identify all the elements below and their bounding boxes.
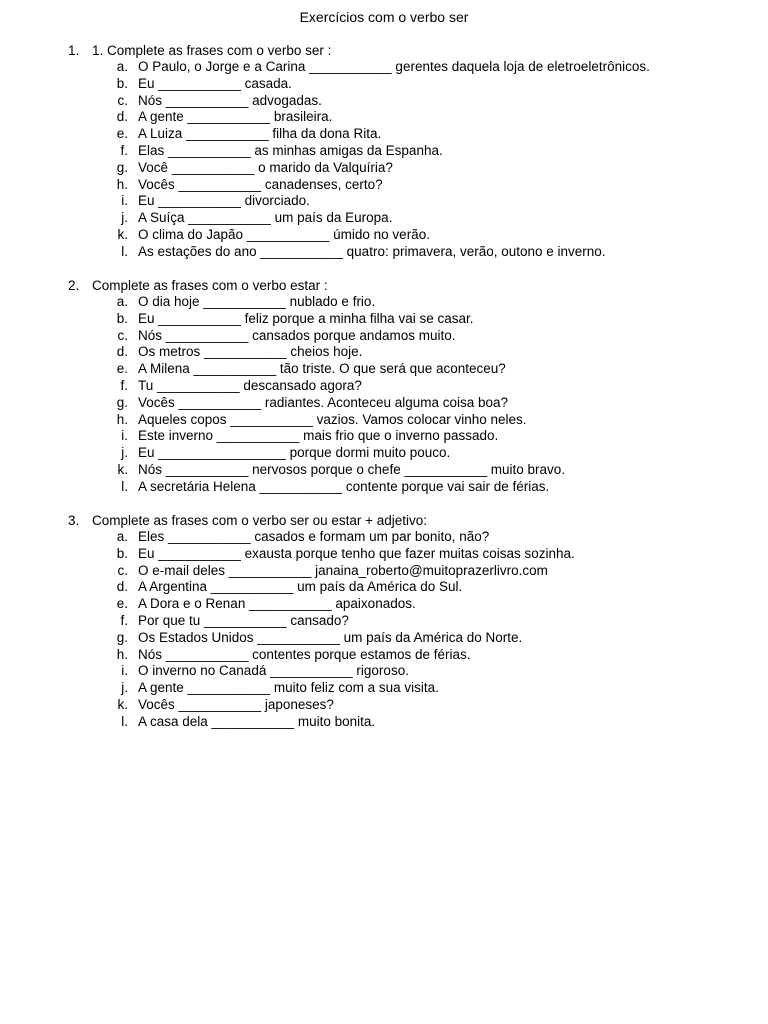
exercise-item: [0, 563, 768, 580]
exercise-list: [0, 59, 768, 261]
item-letter: h.: [116, 646, 128, 662]
item-sentence: A secretária Helena ___________ contente porque vai sair de férias.: [138, 478, 550, 494]
exercise-item: [0, 311, 768, 328]
item-letter: k.: [117, 226, 128, 242]
item-letter: e.: [116, 596, 128, 612]
item-letter: e.: [116, 361, 128, 377]
exercise-item: [0, 328, 768, 345]
item-letter: l.: [121, 713, 128, 729]
section-heading: [0, 277, 768, 294]
item-sentence: Nós ___________ advogadas.: [138, 92, 322, 108]
exercise-section-1: [0, 42, 768, 261]
exercise-item: [0, 177, 768, 194]
item-letter: h.: [116, 411, 128, 427]
exercise-item: [0, 663, 768, 680]
exercise-item: [0, 579, 768, 596]
section-heading: [0, 42, 768, 59]
exercise-item: [0, 412, 768, 429]
item-sentence: Vocês ___________ radiantes. Aconteceu alguma coisa boa?: [138, 394, 509, 410]
item-sentence: Aqueles copos ___________ vazios. Vamos colocar vinho neles.: [138, 411, 527, 427]
exercise-item: [0, 109, 768, 126]
section-instruction: 1. Complete as frases com o verbo ser :: [92, 43, 332, 58]
exercise-item: [0, 529, 768, 546]
exercise-item: [0, 294, 768, 311]
exercise-item: [0, 714, 768, 731]
exercise-item: [0, 143, 768, 160]
exercise-item: [0, 697, 768, 714]
item-sentence: Elas ___________ as minhas amigas da Espanha.: [138, 142, 443, 158]
item-letter: j.: [121, 210, 128, 226]
item-sentence: Eu ___________ feliz porque a minha filha vai se casar.: [138, 310, 474, 326]
item-sentence: O dia hoje ___________ nublado e frio.: [138, 294, 376, 309]
exercise-list: [0, 294, 768, 496]
exercise-item: [0, 59, 768, 76]
item-letter: e.: [116, 126, 128, 142]
exercise-item: [0, 596, 768, 613]
exercise-item: [0, 546, 768, 563]
exercise-item: [0, 428, 768, 445]
item-letter: i.: [121, 193, 128, 209]
item-sentence: A casa dela ___________ muito bonita.: [138, 713, 376, 729]
item-letter: c.: [117, 92, 128, 108]
section-number: 2.: [68, 278, 80, 293]
item-sentence: A Milena ___________ tão triste. O que será que aconteceu?: [138, 361, 506, 377]
exercise-item: [0, 244, 768, 261]
item-letter: d.: [116, 109, 128, 125]
item-letter: a.: [116, 59, 128, 74]
item-letter: b.: [116, 545, 128, 561]
item-sentence: Você ___________ o marido da Valquíria?: [138, 159, 393, 175]
exercise-item: [0, 93, 768, 110]
item-sentence: A Luiza ___________ filha da dona Rita.: [138, 126, 382, 142]
item-letter: d.: [116, 344, 128, 360]
section-instruction: Complete as frases com o verbo ser ou estar + adjetivo:: [92, 513, 428, 528]
item-sentence: Por que tu ___________ cansado?: [138, 612, 349, 628]
exercise-item: [0, 479, 768, 496]
item-sentence: O clima do Japão ___________ úmido no verão.: [138, 226, 430, 242]
exercise-section-2: [0, 277, 768, 496]
exercise-item: [0, 378, 768, 395]
exercise-item: [0, 344, 768, 361]
exercise-item: [0, 126, 768, 143]
item-letter: j.: [121, 445, 128, 461]
exercise-item: [0, 613, 768, 630]
exercise-item: [0, 361, 768, 378]
item-letter: a.: [116, 529, 128, 544]
section-heading: [0, 512, 768, 529]
exercise-item: [0, 647, 768, 664]
item-sentence: Nós ___________ contentes porque estamos de férias.: [138, 646, 471, 662]
exercise-item: [0, 210, 768, 227]
item-sentence: Vocês ___________ japoneses?: [138, 696, 334, 712]
item-letter: g.: [116, 394, 128, 410]
item-letter: i.: [121, 663, 128, 679]
item-letter: c.: [117, 562, 128, 578]
item-sentence: Eu ___________ divorciado.: [138, 193, 310, 209]
item-sentence: Nós ___________ nervosos porque o chefe ___________ muito bravo.: [138, 461, 566, 477]
item-letter: b.: [116, 310, 128, 326]
item-sentence: O Paulo, o Jorge e a Carina ___________ gerentes daquela loja de eletroeletrônicos.: [138, 59, 650, 74]
exercise-item: [0, 395, 768, 412]
item-letter: c.: [117, 327, 128, 343]
item-sentence: Os metros ___________ cheios hoje.: [138, 344, 363, 360]
item-letter: a.: [116, 294, 128, 309]
item-sentence: A Dora e o Renan ___________ apaixonados.: [138, 596, 416, 612]
exercise-item: [0, 76, 768, 93]
exercise-item: [0, 160, 768, 177]
item-letter: l.: [121, 243, 128, 259]
item-sentence: O inverno no Canadá ___________ rigoroso.: [138, 663, 409, 679]
item-sentence: A gente ___________ brasileira.: [138, 109, 333, 125]
item-letter: k.: [117, 696, 128, 712]
section-number: 3.: [68, 513, 80, 528]
item-sentence: A gente ___________ muito feliz com a sua visita.: [138, 680, 439, 696]
item-letter: g.: [116, 629, 128, 645]
exercise-item: [0, 227, 768, 244]
item-letter: i.: [121, 428, 128, 444]
item-sentence: Eu ___________ casada.: [138, 75, 292, 91]
item-sentence: Eu _________________ porque dormi muito pouco.: [138, 445, 451, 461]
item-letter: k.: [117, 461, 128, 477]
item-sentence: Eu ___________ exausta porque tenho que fazer muitas coisas sozinha.: [138, 545, 575, 561]
exercise-item: [0, 445, 768, 462]
item-letter: b.: [116, 75, 128, 91]
item-letter: j.: [121, 680, 128, 696]
exercise-list: [0, 529, 768, 731]
item-sentence: Os Estados Unidos ___________ um país da América do Norte.: [138, 629, 523, 645]
item-sentence: Eles ___________ casados e formam um par bonito, não?: [138, 529, 490, 544]
section-number: 1.: [68, 43, 80, 58]
item-letter: h.: [116, 176, 128, 192]
item-sentence: A Suíça ___________ um país da Europa.: [138, 210, 393, 226]
item-letter: f.: [120, 377, 128, 393]
exercise-item: [0, 630, 768, 647]
item-letter: g.: [116, 159, 128, 175]
item-sentence: As estações do ano ___________ quatro: primavera, verão, outono e inverno.: [138, 243, 606, 259]
item-sentence: Nós ___________ cansados porque andamos muito.: [138, 327, 456, 343]
section-instruction: Complete as frases com o verbo estar :: [92, 278, 328, 293]
item-letter: f.: [120, 612, 128, 628]
item-sentence: Este inverno ___________ mais frio que o inverno passado.: [138, 428, 499, 444]
exercise-item: [0, 680, 768, 697]
item-letter: f.: [120, 142, 128, 158]
item-sentence: Vocês ___________ canadenses, certo?: [138, 176, 383, 192]
exercise-section-3: [0, 512, 768, 731]
item-sentence: A Argentina ___________ um país da América do Sul.: [138, 579, 463, 595]
item-sentence: O e-mail deles ___________ janaina_roberto@muitoprazerlivro.com: [138, 562, 548, 578]
item-letter: l.: [121, 478, 128, 494]
exercise-item: [0, 193, 768, 210]
page-title: Exercícios com o verbo ser: [299, 9, 469, 25]
item-sentence: Tu ___________ descansado agora?: [138, 377, 362, 393]
exercise-item: [0, 462, 768, 479]
item-letter: d.: [116, 579, 128, 595]
